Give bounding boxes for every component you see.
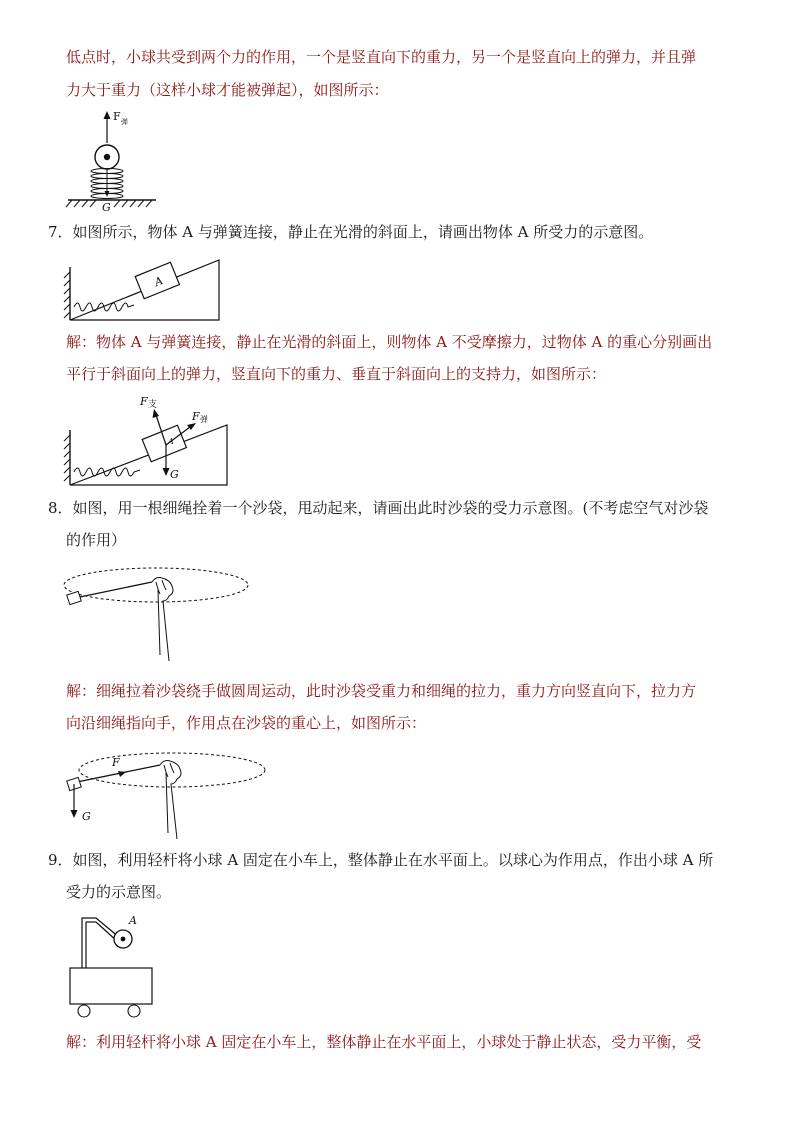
answer7-line-1: 解：物体 A 与弹簧连接，静止在光滑的斜面上，则物体 A 不受摩擦力，过物体 A 的重心分别画出 [66, 333, 713, 351]
question-7: 7．如图所示，物体 A 与弹簧连接，静止在光滑的斜面上，请画出物体 A 所受力的示意图。 [48, 223, 654, 241]
label-f-rope: F [112, 756, 120, 769]
question-8-line-2: 的作用） [66, 531, 127, 549]
answer7-line-2: 平行于斜面向上的弹力，竖直向下的重力、垂直于斜面向上的支持力，如图所示： [66, 365, 607, 383]
label-f-tan-sub: 弹 [200, 415, 208, 424]
figure-sandbag-answer [62, 740, 272, 840]
label-f: F [113, 110, 121, 123]
figure-ball-on-cart [62, 910, 172, 1022]
answer6-line-2: 力大于重力（这样小球才能被弹起），如图所示： [66, 81, 389, 99]
answer8-line-1: 解：细绳拉着沙袋绕手做圆周运动，此时沙袋受重力和细绳的拉力，重力方向竖直向下，拉力方 [66, 682, 697, 700]
label-g-incline: G [170, 468, 179, 481]
answer8-line-2: 向沿细绳指向手，作用点在沙袋的重心上，如图所示： [66, 714, 427, 732]
figure-sandbag-question [62, 560, 262, 670]
label-f-zhi: F [140, 395, 148, 408]
label-a-center: A [168, 437, 174, 446]
label-a-ball: A [129, 914, 137, 927]
label-f-sub-tan: 弹 [121, 118, 128, 126]
answer9-line-1: 解：利用轻杆将小球 A 固定在小车上，整体静止在水平面上，小球处于静止状态，受力平衡，受 [66, 1033, 702, 1051]
label-f-zhi-sub: 支 [148, 400, 158, 410]
question-9-line-1: 9．如图，利用轻杆将小球 A 固定在小车上，整体静止在水平面上。以球心为作用点，作出小球 A 所 [48, 851, 714, 869]
question-8-line-1: 8．如图，用一根细绳拴着一个沙袋，甩动起来，请画出此时沙袋的受力示意图。(不考虑空气对沙袋 [48, 499, 709, 517]
label-f-tan: F [192, 410, 200, 423]
label-g: G [102, 201, 111, 214]
answer6-line-1: 低点时，小球共受到两个力的作用，一个是竖直向下的重力，另一个是竖直向上的弹力，并且弹 [66, 48, 697, 66]
figure-incline-question [62, 252, 227, 327]
figure-incline-answer [62, 390, 237, 490]
label-a: A [152, 274, 165, 290]
question-9-line-2: 受力的示意图。 [66, 883, 172, 901]
figure-ball-on-spring [60, 105, 170, 215]
label-g-sandbag: G [82, 810, 91, 823]
